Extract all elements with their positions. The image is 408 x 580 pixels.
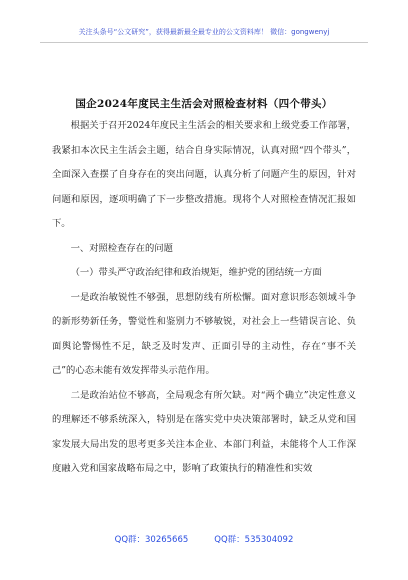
document-body [52,114,356,482]
body-paragraph: 二是政治站位不够高，全局观念有所欠缺。对“两个确立”决定性意义的理解还不够系统深入，特别是在落实党中央决策部署时，缺乏从党和国家发展大局出发的思考更多关注本企业、本部门利益，未能将个人工作深度融入党和国家战略布局之中，影响了政策执行的精准性和实效 [52,389,356,474]
header-divider [40,42,368,43]
footer-qq-group-1: QQ群：30265665 [114,535,189,545]
document-title: 国企2024年度民主生活会对照检查材料（四个带头） [75,98,333,110]
header-promo-note: 关注头条号“公文研究”，获得最新最全最专业的公文资料库！ 微信：gongwenyj [78,28,330,36]
section-heading: 一、对照检查存在的问题 [70,242,173,254]
subsection-heading: （一）带头严守政治纪律和政治规矩，维护党的团结统一方面 [70,267,322,278]
intro-paragraph: 根据关于召开2024年度民主生活会的相关要求和上级党委工作部署，我紧扣本次民主生活会主题，结合自身实际情况，认真对照“四个带头”，全面深入查摆了自身存在的突出问题，认真分析了问题产生的原因，针对问题和原因，逐项明确了下一步整改措施。现将个人对照检查情况汇报如下。 [52,120,356,229]
body-paragraph: 一是政治敏锐性不够强，思想防线有所松懈。面对意识形态领域斗争的新形势新任务，警觉性和鉴别力不够敏锐，对社会上一些错误言论、负面舆论警惕性不足，缺乏及时发声、正面引导的主动性，存在“事不关己”的心态未能有效发挥带头示范作用。 [52,291,356,376]
footer-contact [0,533,408,545]
footer-qq-group-2: QQ群：535304092 [214,535,294,545]
